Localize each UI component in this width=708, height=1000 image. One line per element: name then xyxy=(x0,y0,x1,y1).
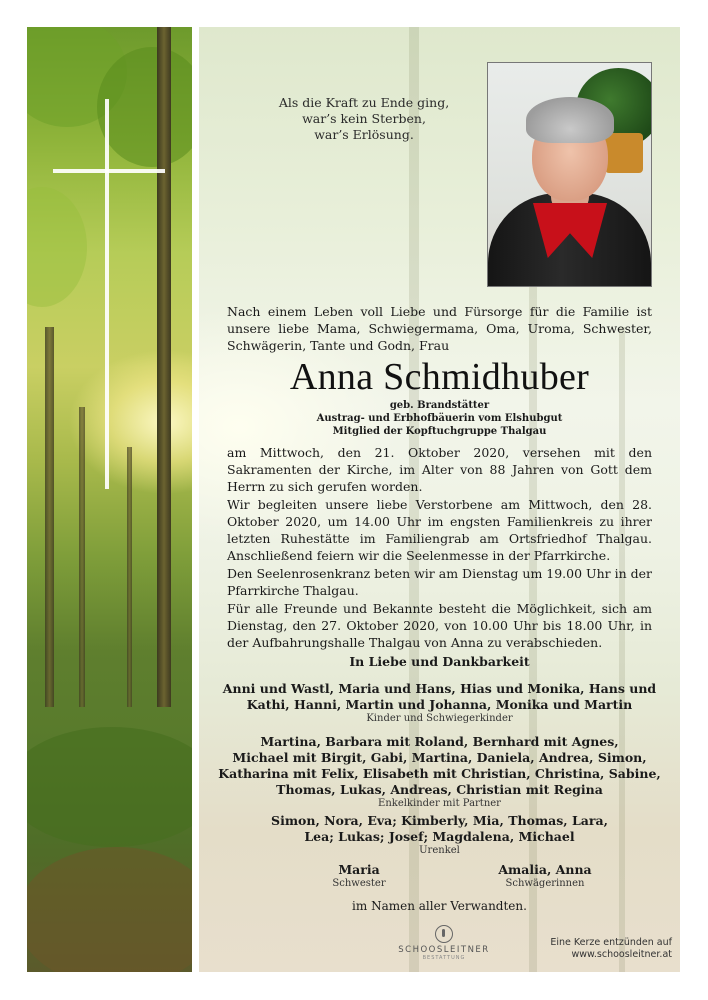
candle-website-link[interactable]: www.schoosleitner.at xyxy=(571,949,672,960)
mourner-line: Lea; Lukas; Josef; Magdalena, Michael xyxy=(304,829,575,844)
candle-logo-icon xyxy=(435,925,453,943)
viewing-paragraph: Für alle Freunde und Bekannte besteht die Möglichkeit, sich am Dienstag, den 27. Oktober 2020, von 10.00 Uhr bis 18.00 Uhr, in der Aufbahrungshalle Thalgau von Anna zu verabschieden. xyxy=(227,601,652,650)
candle-text: Eine Kerze entzünden auf xyxy=(550,937,672,948)
rosary-paragraph: Den Seelenrosenkranz beten wir am Dienstag um 19.00 Uhr in der Pfarrkirche Thalgau. xyxy=(227,566,652,598)
quote-line: Als die Kraft zu Ende ging, xyxy=(278,95,450,110)
poem-quote xyxy=(199,95,529,143)
mourner-line: Michael mit Birgit, Gabi, Martina, Daniela, Andrea, Simon, xyxy=(232,750,647,765)
grandchildren-group xyxy=(199,734,680,810)
mourner-line: Anni und Wastl, Maria und Hans, Hias und Monika, Hans und xyxy=(222,681,657,696)
quote-line: war’s Erlösung. xyxy=(314,127,414,142)
forest-cross-image xyxy=(27,27,192,972)
mourner-line: Katharina mit Felix, Elisabeth mit Christian, Christina, Sabine, xyxy=(218,766,661,781)
mourner-line: Martina, Barbara mit Roland, Bernhard mit Agnes, xyxy=(260,734,619,749)
mourner-line: Thomas, Lukas, Andreas, Christian mit Regina xyxy=(276,782,603,797)
relatives-line: im Namen aller Verwandten. xyxy=(352,899,527,913)
closing-line: In Liebe und Dankbarkeit xyxy=(349,654,530,669)
sisters-in-law-names: Amalia, Anna xyxy=(498,862,592,877)
relation-label: Kinder und Schwiegerkinder xyxy=(366,713,513,724)
main-panel xyxy=(199,27,680,972)
quote-line: war’s kein Sterben, xyxy=(302,111,426,126)
sister-name: Maria xyxy=(338,862,380,877)
intro-text: Nach einem Leben voll Liebe und Fürsorge für die Familie ist unsere liebe Mama, Schwiegermama, Oma, Uroma, Schwester, Schwägerin, Tante und Godn, Frau xyxy=(227,304,652,353)
logo-text: SCHOOSLEITNER xyxy=(398,945,490,955)
relation-label: Schwägerinnen xyxy=(505,878,585,889)
portrait-photo xyxy=(487,62,652,287)
death-notice-paragraph: am Mittwoch, den 21. Oktober 2020, versehen mit den Sakramenten der Kirche, im Alter von 88 Jahren von Gott dem Herrn zu sich gerufen worden. xyxy=(227,445,652,494)
sister-group xyxy=(269,862,449,890)
great-grandchildren-group xyxy=(199,813,680,857)
funeral-home-logo xyxy=(394,925,494,961)
deceased-name: Anna Schmidhuber xyxy=(289,356,590,398)
mourner-line: Simon, Nora, Eva; Kimberly, Mia, Thomas, Lara, xyxy=(271,813,608,828)
relation-label: Enkelkinder mit Partner xyxy=(378,798,501,809)
funeral-paragraph: Wir begleiten unsere liebe Verstorbene am Mittwoch, den 28. Oktober 2020, um 14.00 Uhr im engsten Familienkreis zu ihrer letzten Ruhestätte im Familiengrab am Ortsfriedhof Thalgau. Anschließend feiern wir die Seelenmesse in der Pfarrkirche. xyxy=(227,497,652,563)
logo-subtext: BESTATTUNG xyxy=(422,955,466,961)
subtitle-line: Mitglied der Kopftuchgruppe Thalgau xyxy=(332,426,547,437)
relation-label: Urenkel xyxy=(419,845,460,856)
candle-notice xyxy=(550,937,672,961)
relation-label: Schwester xyxy=(332,878,386,889)
subtitle-line: Austrag- und Erbhofbäuerin vom Elshubgut xyxy=(316,413,563,424)
children-group xyxy=(199,681,680,725)
mourner-line: Kathi, Hanni, Martin und Johanna, Monika und Martin xyxy=(246,697,633,712)
subtitle-line: geb. Brandstätter xyxy=(389,400,490,411)
obituary-card xyxy=(27,27,680,972)
sisters-in-law-group xyxy=(455,862,635,890)
cross-vertical-bar xyxy=(105,99,109,489)
deceased-subtitle xyxy=(199,399,680,438)
cross-horizontal-bar xyxy=(53,169,165,173)
